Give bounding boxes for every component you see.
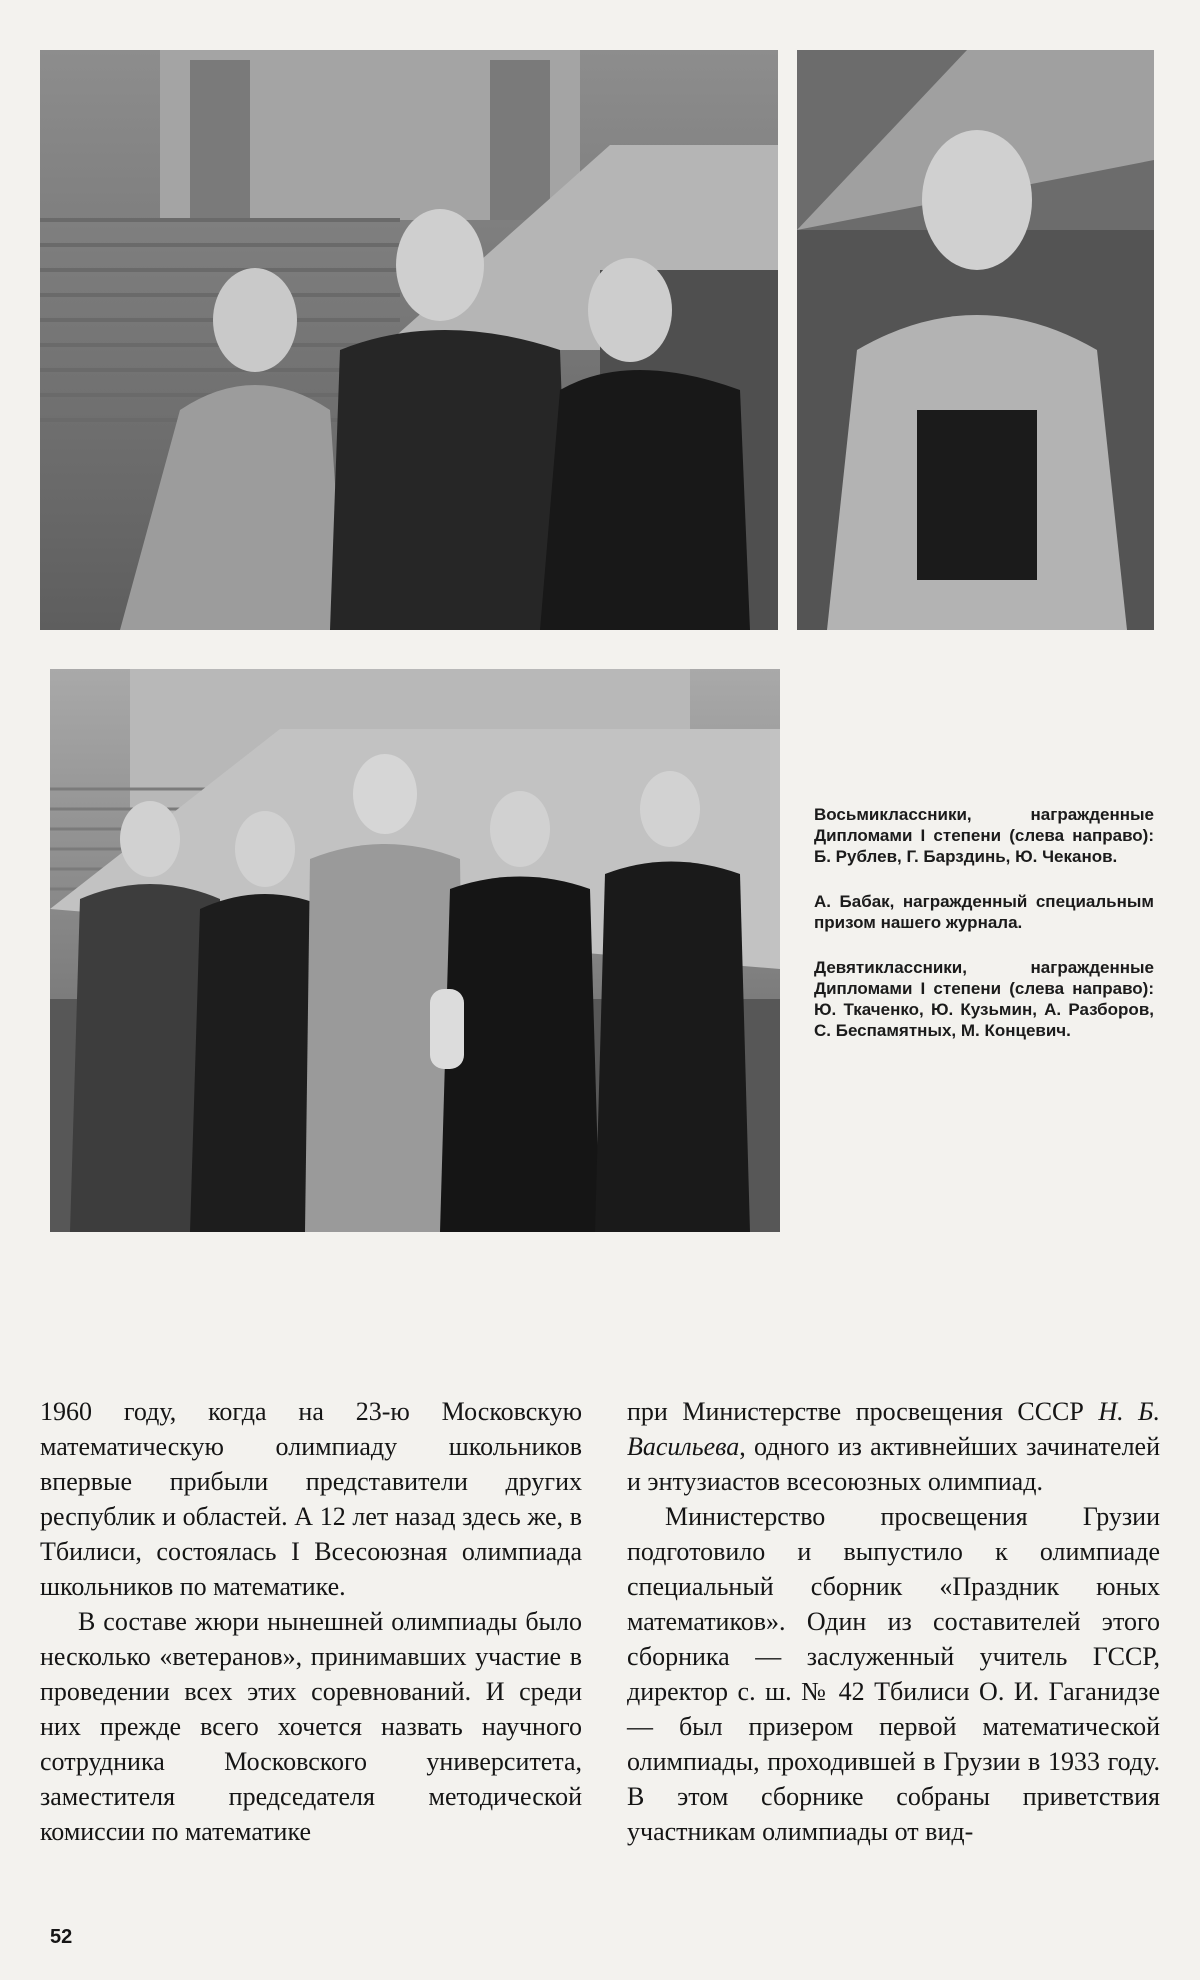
- photo-ninth-graders: [50, 669, 780, 1232]
- article-column-left: [40, 1394, 582, 1849]
- article-paragraph: Министерство просвещения Грузии подготовило и выпустило к олимпиаде специальный сборник «Праздник юных математиков». Один из составителей этого сборника — заслуженный учитель ГССР, директор с. ш. № 42 Тбилиси О. И. Гаганидзе — был призером первой математической олимпиады, проходившей в Грузии в 1933 году. В этом сборнике собраны приветствия участникам олимпиады от вид-: [627, 1502, 1160, 1846]
- article-paragraph: 1960 году, когда на 23-ю Московскую математическую олимпиаду школьников впервые прибыли представители других республик и областей. А 12 лет назад здесь же, в Тбилиси, состоялась I Всесоюзная олимпиада школьников по математике.: [40, 1397, 582, 1601]
- page-number: 52: [50, 1926, 73, 1948]
- article-paragraph: В составе жюри нынешней олимпиады было несколько «ветеранов», принимавших участие в проведении всех этих соревнований. И среди них прежде всего хочется назвать научного сотрудника Московского университета, заместителя председателя методической комиссии по математике: [40, 1607, 582, 1846]
- caption-eighth-graders: Восьмиклассники, награжденные Дипломами I степени (слева направо): Б. Рублев, Г. Барздинь, Ю. Чеканов.: [814, 805, 1154, 866]
- article-text: , одного из активнейших зачинателей и энтузиастов всесоюзных олимпиад.: [627, 1432, 1160, 1496]
- caption-ninth-graders: Девятиклассники, награжденные Дипломами I степени (слева направо): Ю. Ткаченко, Ю. Кузьмин, А. Разборов, С. Беспамятных, М. Концевич.: [814, 958, 1154, 1040]
- photo-eighth-graders: [40, 50, 778, 630]
- photo-babak: [797, 50, 1154, 630]
- article-column-right: [627, 1394, 1160, 1849]
- caption-babak: А. Бабак, награжденный специальным призом нашего журнала.: [814, 892, 1154, 932]
- person-name: Н. Б. Васильева: [627, 1397, 1160, 1461]
- article-text: при Министерстве просвещения СССР: [627, 1397, 1099, 1426]
- article-paragraph: [627, 1394, 1160, 1499]
- photo-captions: [814, 804, 1154, 1065]
